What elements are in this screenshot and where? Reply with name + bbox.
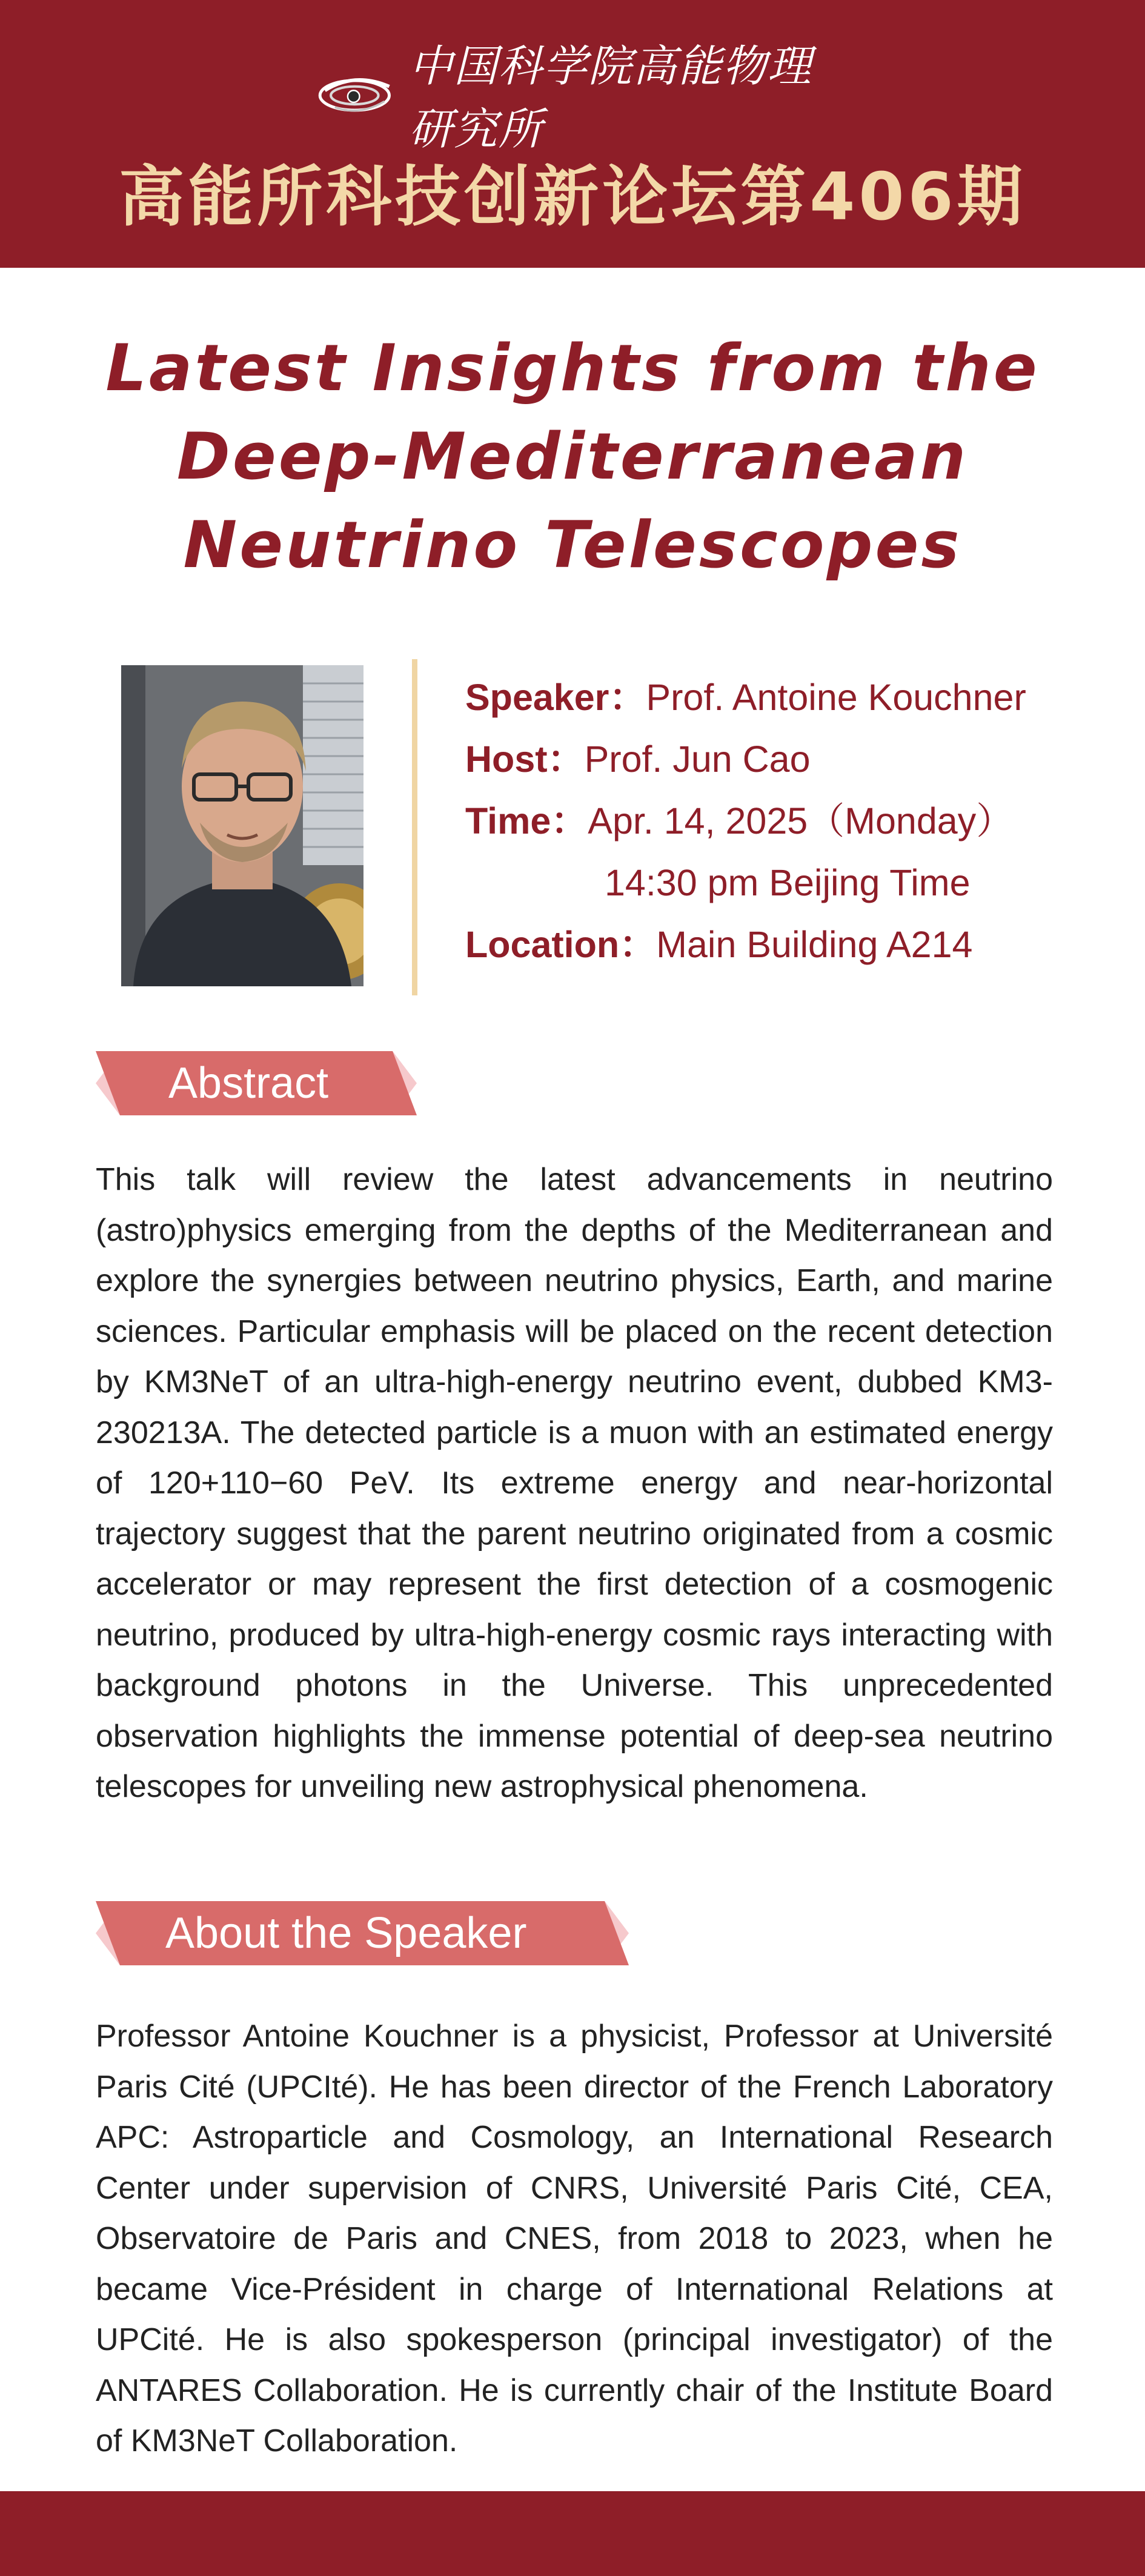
host-label: Host：	[465, 739, 585, 780]
location-row	[465, 914, 1107, 975]
header-banner	[0, 0, 1145, 268]
host-value: Prof. Jun Cao	[584, 739, 811, 780]
speaker-row	[465, 666, 1107, 728]
talk-title-line: Neutrino Telescopes	[183, 508, 962, 582]
ihep-logo-icon	[315, 61, 394, 127]
time-label: Time：	[465, 800, 588, 842]
host-row	[465, 728, 1107, 790]
institute-logo	[315, 41, 848, 154]
info-divider	[412, 659, 417, 995]
location-value: Main Building A214	[656, 924, 973, 965]
institute-name: 中国科学院高能物理研究所	[408, 41, 812, 154]
speaker-bio-text: Professor Antoine Kouchner is a physicist, Professor at Université Paris Cité (UPCIté). He has been director of the French Laboratory APC: Astroparticle and Cosmology, an International Research Center under supervision of CNRS, Université Paris Cité, CEA, Observatoire de Paris and CNES, from 2018 to 2023, when he became Vice-Président in charge of International Relations at UPCité. He is also spokesperson (principal investigator) of the ANTARES Collaboration. He is currently chair of the Institute Board of KM3NeT Collaboration.	[96, 2019, 1053, 2458]
abstract-text: This talk will review the latest advancements in neutrino (astro)physics emerging from the depths of the Mediterranean and explore the synergies between neutrino physics, Earth, and marine sciences. Particular emphasis will be placed on the recent detection by KM3NeT of an ultra-high-energy neutrino event, dubbed KM3-230213A. The detected particle is a muon with an estimated energy of 120+110−60 PeV. Its extreme energy and near-horizontal trajectory suggest that the parent neutrino originated from a cosmic accelerator or may represent the first detection of a cosmogenic neutrino, produced by ultra-high-energy cosmic rays interacting with background photons in the Universe. This unprecedented observation highlights the immense potential of deep-sea neutrino telescopes for unveiling new astrophysical phenomena.	[96, 1162, 1053, 1804]
talk-title	[85, 324, 1060, 589]
time-value-date: Apr. 14, 2025（Monday）	[588, 800, 1014, 842]
abstract-heading-tag	[96, 1051, 417, 1115]
location-label: Location：	[465, 924, 657, 965]
speaker-portrait-image	[121, 665, 363, 986]
time-value-clock: 14:30 pm Beijing Time	[605, 862, 971, 903]
talk-title-line: Deep-Mediterranean	[176, 419, 969, 494]
forum-title: 高能所科技创新论坛第406期	[119, 159, 1026, 235]
abstract-heading: Abstract	[168, 1059, 329, 1107]
speaker-value: Prof. Antoine Kouchner	[646, 677, 1026, 718]
speaker-bio-heading: About the Speaker	[165, 1909, 527, 1957]
talk-info	[465, 666, 1107, 975]
time-row-continued	[465, 852, 1107, 914]
speaker-label: Speaker：	[465, 677, 646, 718]
footer-band	[0, 2491, 1145, 2576]
talk-title-line: Latest Insights from the	[105, 331, 1040, 405]
time-row	[465, 790, 1107, 852]
speaker-photo	[121, 665, 363, 986]
speaker-bio-heading-tag	[96, 1901, 629, 1965]
